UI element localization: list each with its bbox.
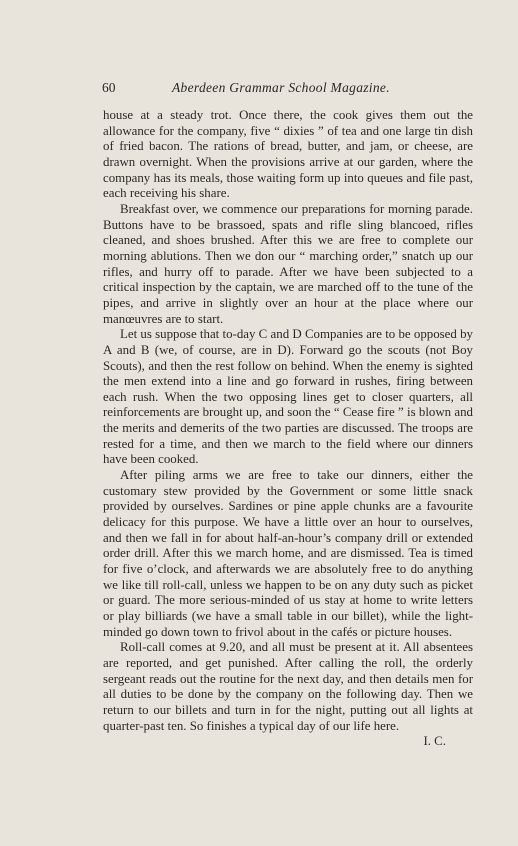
author-signature: I. C.	[423, 734, 446, 749]
page-header	[102, 80, 472, 98]
paragraph-3: Let us suppose that to-day C and D Companies are to be opposed by A and B (we, of course, are in D). Forward go the scouts (not Boy Scouts), and then the rest follow on behind. When the enemy is sighted the men extend into a line and go forward in rushes, firing between each rush. When the two opposing lines get to closer quarters, all reinforcements are brought up, and soon the “ Cease fire ” is blown and the merits and demerits of the two parties are discussed. The troops are rested for a time, and then we march to the field where our dinners have been cooked.	[103, 327, 473, 467]
paragraph-2: Breakfast over, we commence our preparations for morning parade. Buttons have to be brassoed, spats and rifle sling blancoed, rifles cleaned, and shoes brushed. After this we are free to complete our morning ablutions. Then we don our “ marching order,” snatch up our rifles, and hurry off to parade. After we have been subjected to a critical inspection by the captain, we are marched off to the tune of the pipes, and arrive in slightly over an hour at the place where our manœuvres are to start.	[103, 201, 473, 326]
running-title: Aberdeen Grammar School Magazine.	[172, 80, 390, 95]
paragraph-1: house at a steady trot. Once there, the cook gives them out the allowance for the company, five “ dixies ” of tea and one large tin dish of fried bacon. The rations of bread, butter, and jam, or cheese, are drawn overnight. When the provisions arrive at our garden, where the company has its meals, those waiting form up into queues and file past, each receiving his share.	[103, 108, 473, 201]
paragraph-4: After piling arms we are free to take our dinners, either the customary stew provided by the Government or some little snack provided by ourselves. Sardines or pine apple chunks are a favourite delicacy for this purpose. We have a little over an hour to ourselves, and then we fall in for about half-an-hour’s company drill or extended order drill. After this we march home, and are dismissed. Tea is timed for five o’clock, and afterwards we are absolutely free to do anything we like till roll-call, unless we happen to be on any duty such as picket or guard. The more serious-minded of us stay at home to write letters or play billiards (we have a small table in our billet), while the light-minded go down town to frivol about in the cafés or picture houses.	[103, 468, 473, 639]
paragraph-5: Roll-call comes at 9.20, and all must be present at it. All absentees are reported, and get punished. After calling the roll, the orderly sergeant reads out the routine for the next day, and then details men for all duties to be done by the company on the following day. Then we return to our billets and turn in for the night, putting out all lights at quarter-past ten. So finishes a typical day of our life here.	[103, 640, 473, 733]
article-body	[103, 108, 473, 750]
page-number: 60	[102, 80, 116, 95]
